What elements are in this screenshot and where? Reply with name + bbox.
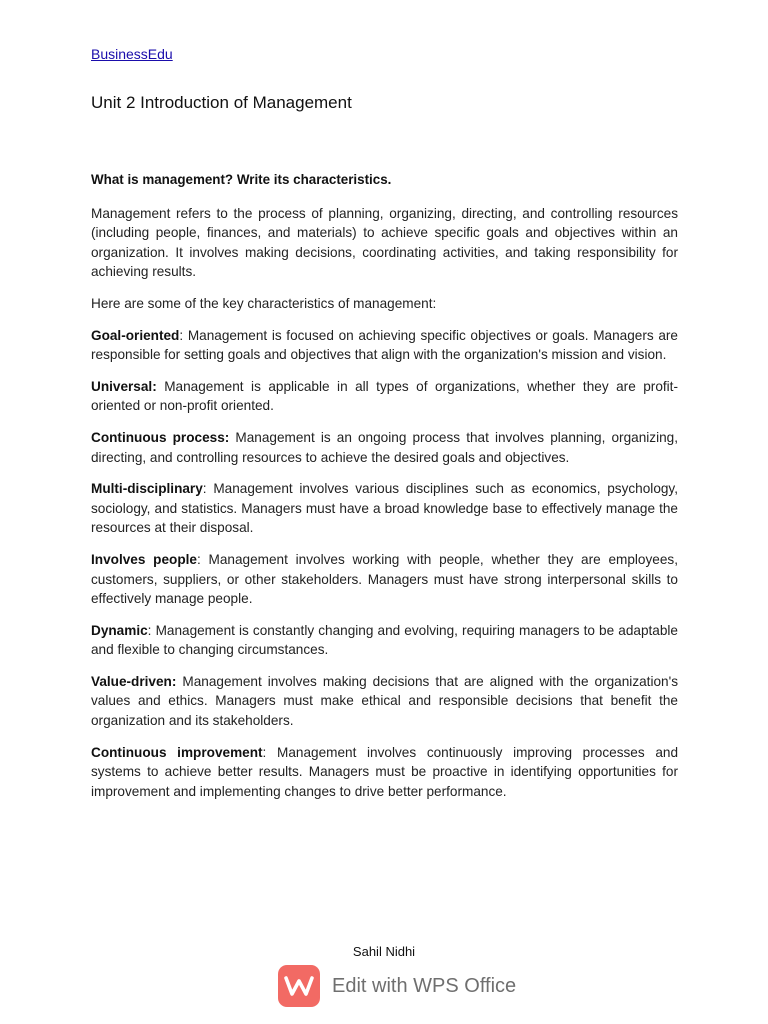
- lead-in-paragraph: Here are some of the key characteristics of management:: [91, 295, 437, 311]
- author-name: Sahil Nidhi: [352, 944, 416, 959]
- question-heading: What is management? Write its characteristics.: [91, 172, 392, 187]
- characteristic-text: Management is constantly changing and evolving, requiring managers to be adaptable and flexible to changing circumstances.: [91, 622, 678, 658]
- characteristic-item: [91, 672, 678, 731]
- characteristic-term: Goal-oriented: [91, 327, 180, 343]
- intro-paragraph: Management refers to the process of planning, organizing, directing, and controlling resources (including people, finances, and materials) to achieve specific goals and objectives within an organization. It involves making decisions, coordinating activities, and taking responsibility for achieving results.: [91, 205, 678, 280]
- characteristic-item: Goal-oriented: Management is focused on achieving specific objectives or goals. Managers are responsible for setting goals and objectives that align with the organization's mission and vision.: [91, 327, 678, 363]
- characteristic-item: [91, 428, 678, 467]
- characteristic-text: Management involves working with people, whether they are employees, customers, suppliers, or other stakeholders. Managers must have strong interpersonal skills to effectively manage people.: [91, 551, 678, 607]
- characteristic-term: Continuous process:: [91, 429, 230, 445]
- document-title: Unit 2 Introduction of Management: [91, 93, 352, 112]
- characteristic-text: Management involves making decisions that are aligned with the organization's values and ethics. Managers must make ethical and responsible decisions that benefit the organization and its stakeholders.: [91, 673, 678, 729]
- characteristic-term: Involves people: [91, 551, 197, 567]
- characteristic-term: Dynamic: [91, 622, 148, 638]
- characteristic-term: Multi-disciplinary: [91, 481, 203, 497]
- characteristic-text: Management is applicable in all types of organizations, whether they are profit-oriented or non-profit oriented.: [91, 378, 678, 414]
- characteristic-item: Continuous improvement: Management involves continuously improving processes and systems to achieve better results. Managers must be proactive in identifying opportunities for improvement and implementing changes to drive better performance.: [91, 744, 678, 799]
- characteristics-list: [91, 326, 678, 802]
- document-body: [91, 170, 678, 813]
- wps-label: Edit with WPS Office: [332, 974, 517, 997]
- edit-with-wps-button[interactable]: [278, 964, 516, 1008]
- header-link[interactable]: BusinessEdu: [91, 46, 173, 62]
- wps-logo-icon: [278, 965, 320, 1007]
- characteristic-text: Management is an ongoing process that involves planning, organizing, directing, and controlling resources to achieve the desired goals and objectives.: [91, 429, 678, 465]
- characteristic-item: Involves people: Management involves working with people, whether they are employees, customers, suppliers, or other stakeholders. Managers must have strong interpersonal skills to effectively manage people.: [91, 551, 678, 607]
- characteristic-term: Universal:: [91, 378, 157, 394]
- characteristic-item: [91, 377, 678, 416]
- characteristic-text: Management is focused on achieving specific objectives or goals. Managers are responsible for setting goals and objectives that align with the organization's mission and vision.: [91, 327, 678, 363]
- characteristic-text: Management involves various disciplines such as economics, psychology, sociology, and statistics. Managers must have a broad knowledge base to effectively manage the resources at their disposal.: [91, 481, 678, 536]
- characteristic-term: Value-driven:: [91, 673, 177, 689]
- characteristic-text: Management involves continuously improving processes and systems to achieve better results. Managers must be proactive in identifying opportunities for improvement and implementing changes to drive better performance.: [91, 744, 678, 799]
- characteristic-item: Multi-disciplinary: Management involves various disciplines such as economics, psychology, sociology, and statistics. Managers must have a broad knowledge base to effectively manage the resources at their disposal.: [91, 481, 678, 536]
- characteristic-item: Dynamic: Management is constantly changing and evolving, requiring managers to be adaptable and flexible to changing circumstances.: [91, 622, 678, 658]
- characteristic-term: Continuous improvement: [91, 744, 263, 760]
